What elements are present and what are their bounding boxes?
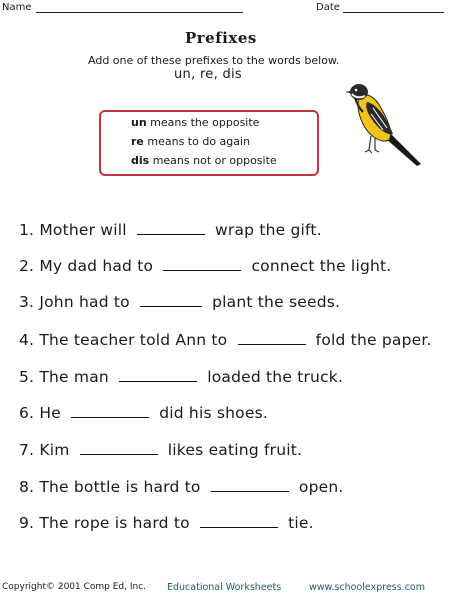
answer-blank-3[interactable] [140, 305, 202, 307]
prefix-list: un, re, dis [174, 67, 243, 82]
question-2: 2. My dad had to connect the light. [19, 257, 392, 275]
question-number: 8. [19, 478, 35, 496]
question-number: 6. [19, 404, 35, 422]
definition-re: re means to do again [131, 135, 251, 148]
footer-url[interactable]: www.schoolexpress.com [309, 582, 425, 593]
question-5: 5. The man loaded the truck. [19, 368, 344, 386]
question-7: 7. Kim likes eating fruit. [19, 441, 303, 459]
answer-blank-6[interactable] [71, 416, 149, 418]
question-8: 8. The bottle is hard to open. [19, 478, 344, 496]
date-label: Date [316, 2, 340, 13]
question-number: 9. [19, 514, 35, 532]
question-number: 5. [19, 368, 35, 386]
page-title: Prefixes [185, 29, 257, 47]
answer-blank-7[interactable] [80, 453, 158, 455]
answer-blank-8[interactable] [211, 490, 289, 492]
name-line[interactable] [36, 12, 243, 13]
question-3: 3. John had to plant the seeds. [19, 293, 341, 311]
question-9: 9. The rope is hard to tie. [19, 514, 314, 532]
question-6: 6. He did his shoes. [19, 404, 268, 422]
answer-blank-2[interactable] [163, 269, 241, 271]
question-number: 4. [19, 331, 35, 349]
name-label: Name [2, 2, 32, 13]
question-1: 1. Mother will wrap the gift. [19, 221, 322, 239]
date-line[interactable] [343, 12, 444, 13]
footer-copyright: Copyright© 2001 Comp Ed, Inc. [2, 582, 147, 592]
question-number: 1. [19, 221, 35, 239]
question-number: 3. [19, 293, 35, 311]
bird-icon [345, 78, 425, 170]
answer-blank-9[interactable] [200, 526, 278, 528]
definition-dis: dis means not or opposite [131, 154, 277, 167]
answer-blank-5[interactable] [119, 380, 197, 382]
definition-un: un means the opposite [131, 116, 260, 129]
instruction-text: Add one of these prefixes to the words below. [88, 54, 340, 67]
question-4: 4. The teacher told Ann to fold the paper. [19, 331, 432, 349]
answer-blank-1[interactable] [137, 233, 205, 235]
footer-center-text: Educational Worksheets [167, 582, 282, 593]
definitions-box [99, 110, 319, 176]
question-number: 7. [19, 441, 35, 459]
question-number: 2. [19, 257, 35, 275]
answer-blank-4[interactable] [238, 343, 306, 345]
